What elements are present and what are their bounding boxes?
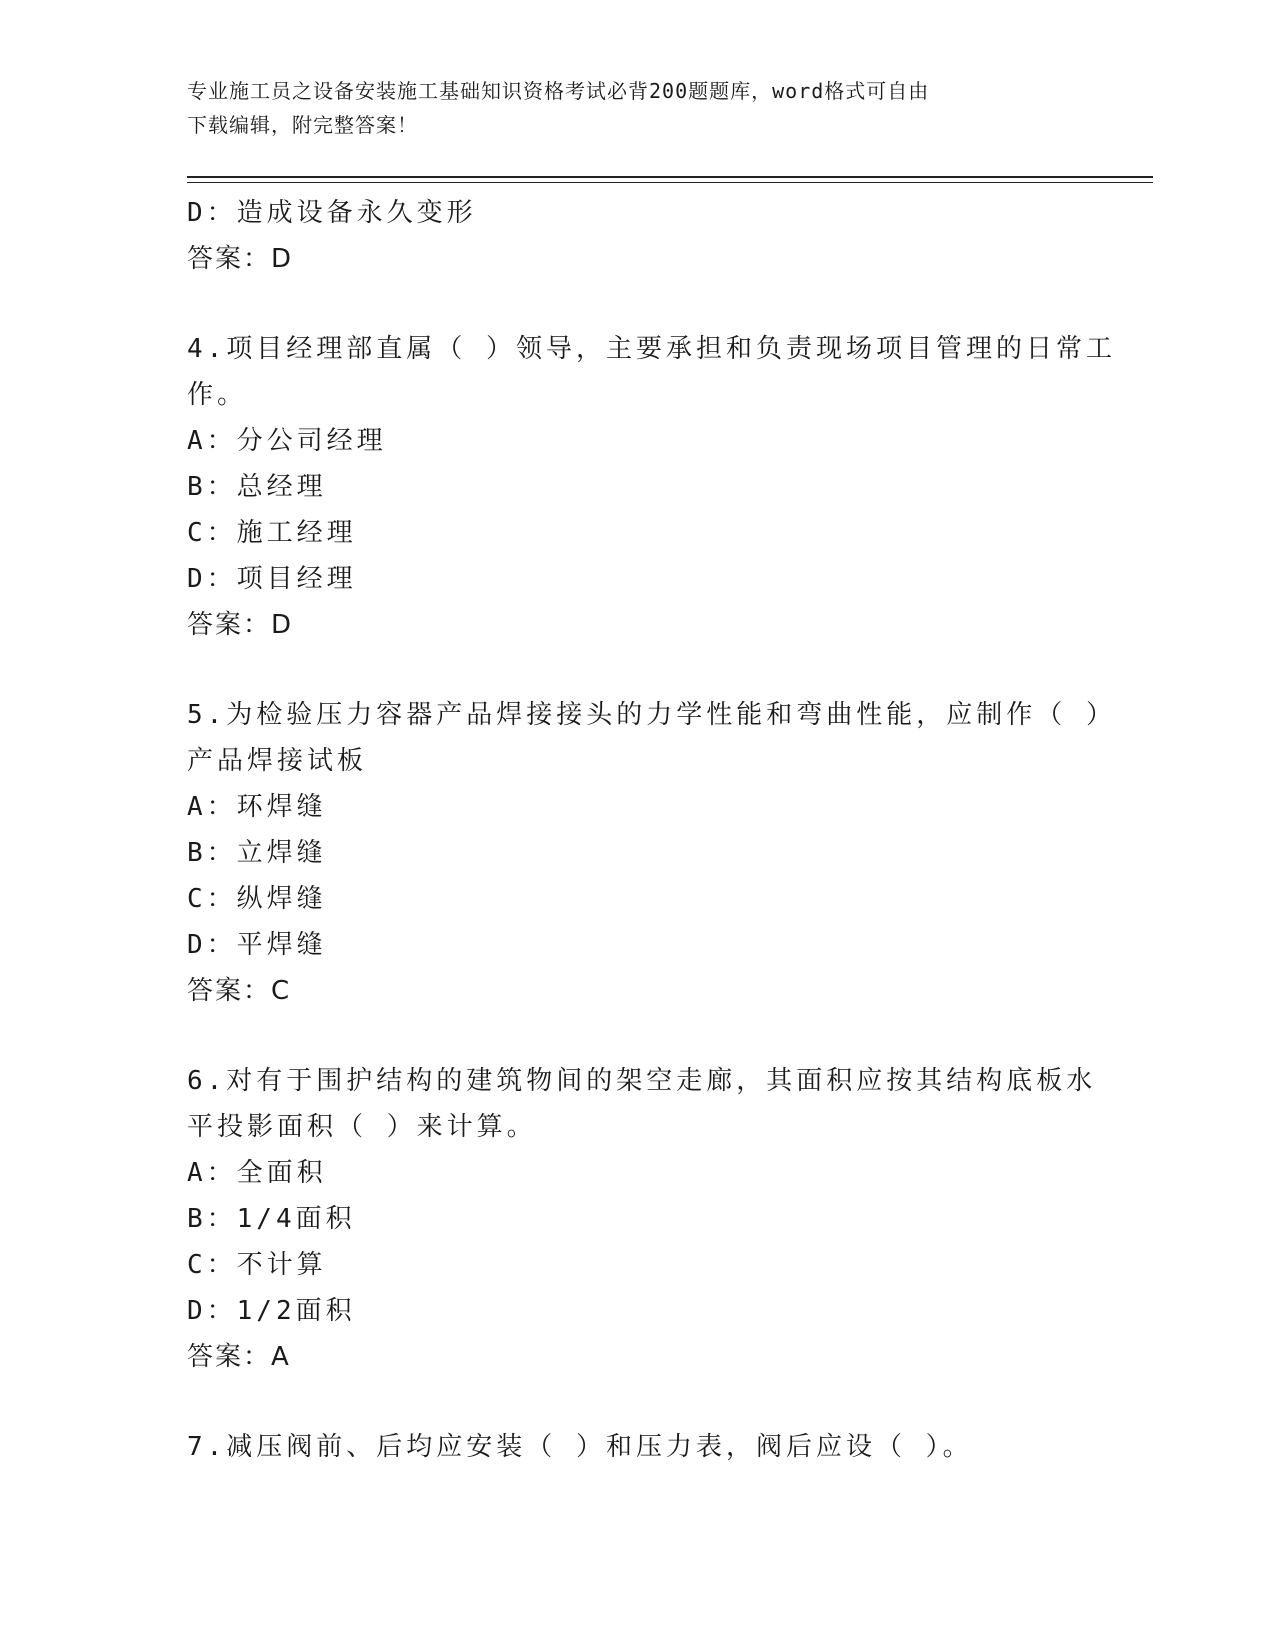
answer: 答案：C — [187, 976, 292, 1006]
spacer — [187, 1014, 1087, 1058]
answer: 答案：D — [187, 610, 294, 640]
question-text: 7.减压阀前、后均应安装（ ）和压力表，阀后应设（ ）。 — [187, 1432, 973, 1462]
option-a: A：分公司经理 — [187, 426, 387, 456]
option-d: D：平焊缝 — [187, 930, 327, 960]
option-d: D：造成设备永久变形 — [187, 198, 477, 228]
question-5 — [187, 692, 1116, 1014]
question-text-cont: 作。 — [187, 380, 248, 410]
option-c: C：施工经理 — [187, 518, 357, 548]
header-divider-thin — [187, 182, 1153, 183]
question-text: 6.对有于围护结构的建筑物间的架空走廊，其面积应按其结构底板水 — [187, 1066, 1097, 1096]
header-line-1: 专业施工员之设备安装施工基础知识资格考试必背200题题库，word格式可自由 — [187, 79, 930, 103]
answer: 答案：A — [187, 1342, 291, 1372]
option-d: D：1/2面积 — [187, 1296, 356, 1326]
answer: 答案：D — [187, 244, 294, 274]
document-header — [187, 74, 1067, 142]
question-4 — [187, 326, 1116, 648]
document-body — [187, 190, 1116, 1470]
spacer — [187, 1380, 1087, 1424]
option-a: A：全面积 — [187, 1158, 327, 1188]
option-c: C：不计算 — [187, 1250, 327, 1280]
spacer — [187, 282, 1087, 326]
question-text: 5.为检验压力容器产品焊接接头的力学性能和弯曲性能，应制作（ ） — [187, 700, 1116, 730]
header-divider — [187, 176, 1153, 178]
spacer — [187, 648, 1087, 692]
option-b: B：总经理 — [187, 472, 327, 502]
question-6 — [187, 1058, 1097, 1380]
question-text-cont: 平投影面积（ ）来计算。 — [187, 1112, 537, 1142]
option-c: C：纵焊缝 — [187, 884, 327, 914]
option-b: B：立焊缝 — [187, 838, 327, 868]
header-line-2: 下载编辑，附完整答案！ — [187, 113, 418, 137]
option-b: B：1/4面积 — [187, 1204, 356, 1234]
question-text: 4.项目经理部直属（ ）领导，主要承担和负责现场项目管理的日常工 — [187, 334, 1116, 364]
question-7 — [187, 1424, 1087, 1470]
option-a: A：环焊缝 — [187, 792, 327, 822]
question-text-cont: 产品焊接试板 — [187, 746, 368, 776]
option-d: D：项目经理 — [187, 564, 357, 594]
